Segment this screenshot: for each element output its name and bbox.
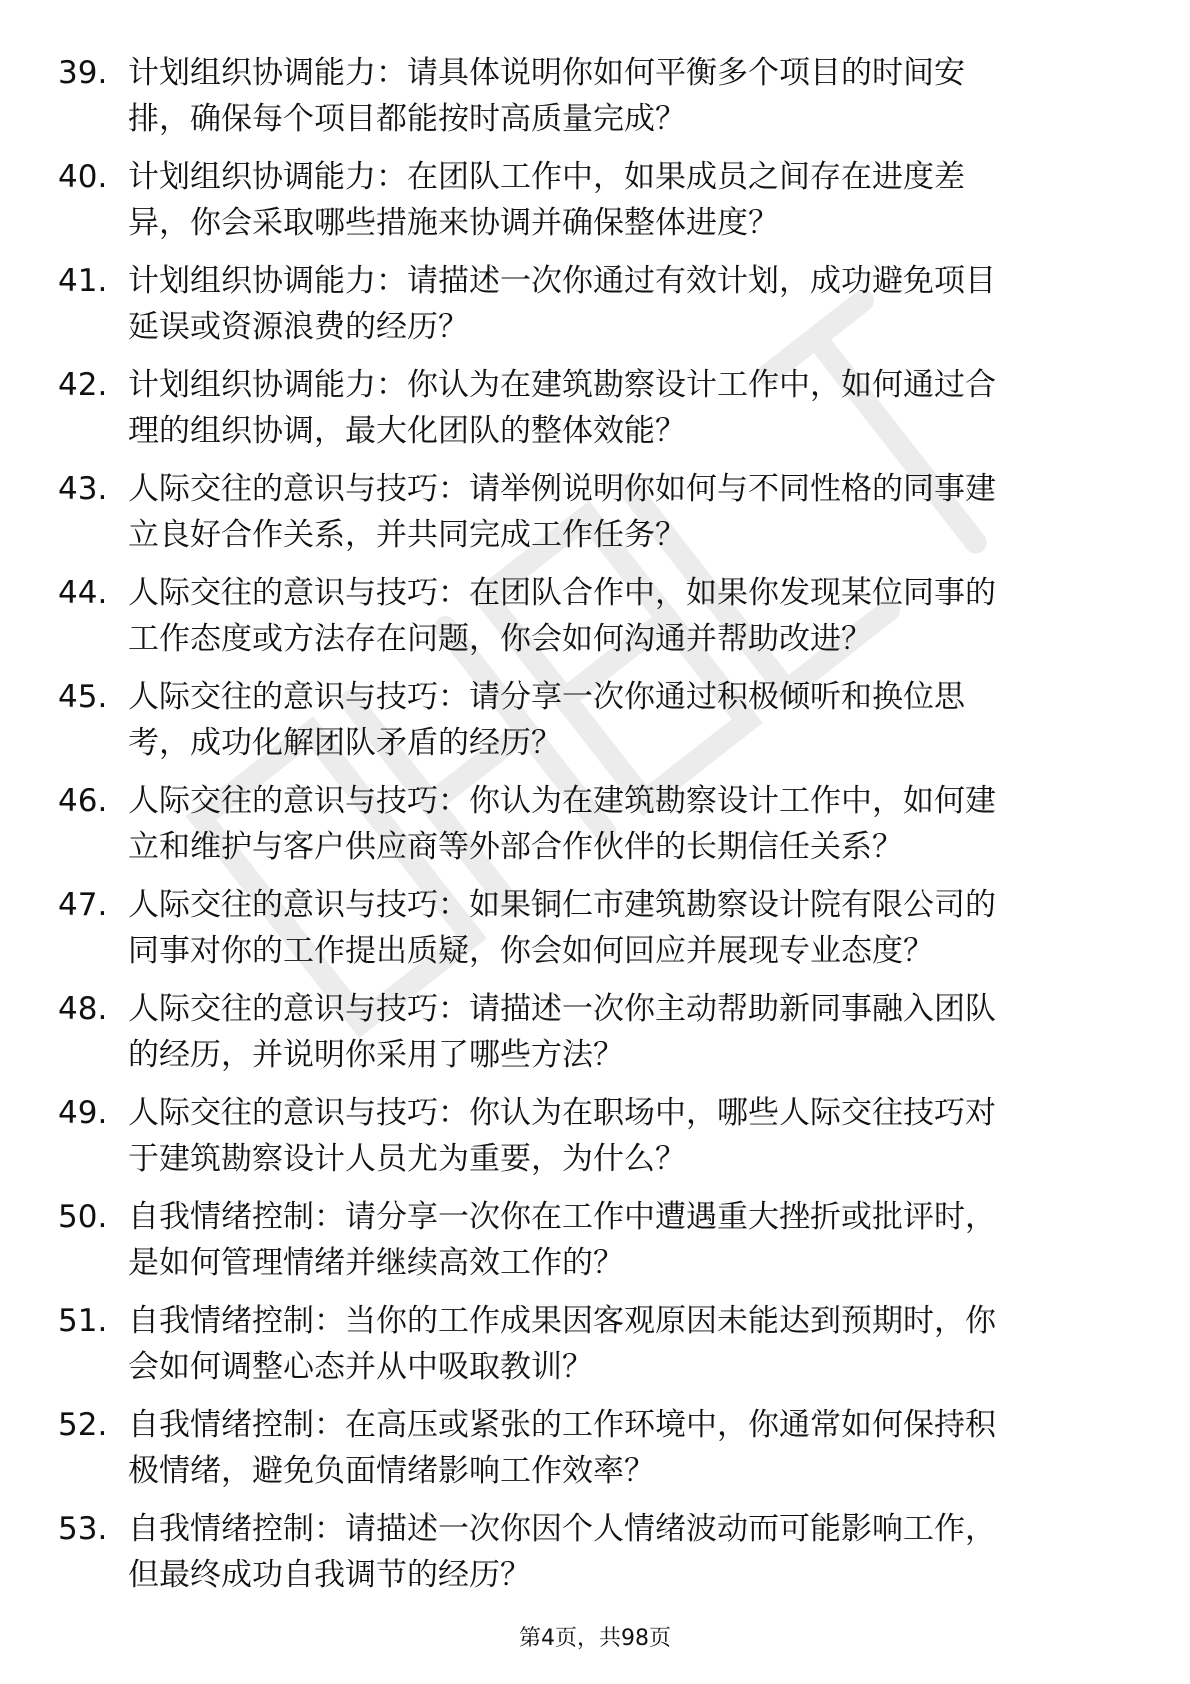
page-number-footer: 第4页，共98页 bbox=[519, 1626, 671, 1651]
list-item bbox=[58, 1506, 1118, 1610]
question-number: 47. bbox=[58, 887, 108, 923]
question-number: 48. bbox=[58, 991, 108, 1027]
question-text: 计划组织协调能力：在团队工作中，如果成员之间存在进度差 异，你会采取哪些措施来协调并确保整体进度？ bbox=[128, 159, 965, 241]
question-number: 46. bbox=[58, 783, 108, 819]
question-text: 自我情绪控制：请分享一次你在工作中遭遇重大挫折或批评时， 是如何管理情绪并继续高效工作的？ bbox=[128, 1199, 996, 1281]
question-number: 42. bbox=[58, 367, 108, 403]
question-number: 43. bbox=[58, 471, 108, 507]
question-text: 计划组织协调能力：你认为在建筑勘察设计工作中，如何通过合 理的组织协调，最大化团队的整体效能？ bbox=[128, 367, 996, 449]
list-item bbox=[58, 258, 1118, 362]
question-text: 人际交往的意识与技巧：你认为在职场中，哪些人际交往技巧对 于建筑勘察设计人员尤为重要，为什么？ bbox=[128, 1095, 996, 1177]
list-item bbox=[58, 154, 1118, 258]
question-text: 人际交往的意识与技巧：请分享一次你通过积极倾听和换位思 考，成功化解团队矛盾的经历？ bbox=[128, 679, 965, 761]
question-list bbox=[58, 50, 1118, 1610]
list-item bbox=[58, 1402, 1118, 1506]
question-number: 50. bbox=[58, 1199, 108, 1235]
question-text: 计划组织协调能力：请具体说明你如何平衡多个项目的时间安 排，确保每个项目都能按时高质量完成？ bbox=[128, 55, 965, 137]
list-item bbox=[58, 778, 1118, 882]
question-number: 51. bbox=[58, 1303, 108, 1339]
list-item bbox=[58, 570, 1118, 674]
question-number: 40. bbox=[58, 159, 108, 195]
question-number: 52. bbox=[58, 1407, 108, 1443]
question-number: 45. bbox=[58, 679, 108, 715]
list-item bbox=[58, 1298, 1118, 1402]
question-number: 53. bbox=[58, 1511, 108, 1547]
list-item bbox=[58, 1194, 1118, 1298]
question-text: 人际交往的意识与技巧：请描述一次你主动帮助新同事融入团队 的经历，并说明你采用了哪些方法？ bbox=[128, 991, 996, 1073]
question-text: 人际交往的意识与技巧：在团队合作中，如果你发现某位同事的 工作态度或方法存在问题，你会如何沟通并帮助改进？ bbox=[128, 575, 996, 657]
list-item bbox=[58, 466, 1118, 570]
question-number: 49. bbox=[58, 1095, 108, 1131]
question-number: 41. bbox=[58, 263, 108, 299]
question-text: 人际交往的意识与技巧：如果铜仁市建筑勘察设计院有限公司的 同事对你的工作提出质疑，你会如何回应并展现专业态度？ bbox=[128, 887, 996, 969]
question-text: 自我情绪控制：请描述一次你因个人情绪波动而可能影响工作， 但最终成功自我调节的经历？ bbox=[128, 1511, 996, 1593]
question-number: 39. bbox=[58, 55, 108, 91]
list-item bbox=[58, 50, 1118, 154]
list-item bbox=[58, 882, 1118, 986]
question-text: 人际交往的意识与技巧：请举例说明你如何与不同性格的同事建 立良好合作关系，并共同完成工作任务？ bbox=[128, 471, 996, 553]
question-text: 计划组织协调能力：请描述一次你通过有效计划，成功避免项目 延误或资源浪费的经历？ bbox=[128, 263, 996, 345]
question-text: 自我情绪控制：在高压或紧张的工作环境中，你通常如何保持积 极情绪，避免负面情绪影响工作效率？ bbox=[128, 1407, 996, 1489]
question-text: 自我情绪控制：当你的工作成果因客观原因未能达到预期时，你 会如何调整心态并从中吸取教训？ bbox=[128, 1303, 996, 1385]
question-text: 人际交往的意识与技巧：你认为在建筑勘察设计工作中，如何建 立和维护与客户供应商等外部合作伙伴的长期信任关系？ bbox=[128, 783, 996, 865]
list-item bbox=[58, 674, 1118, 778]
question-number: 44. bbox=[58, 575, 108, 611]
list-item bbox=[58, 1090, 1118, 1194]
list-item bbox=[58, 986, 1118, 1090]
list-item bbox=[58, 362, 1118, 466]
